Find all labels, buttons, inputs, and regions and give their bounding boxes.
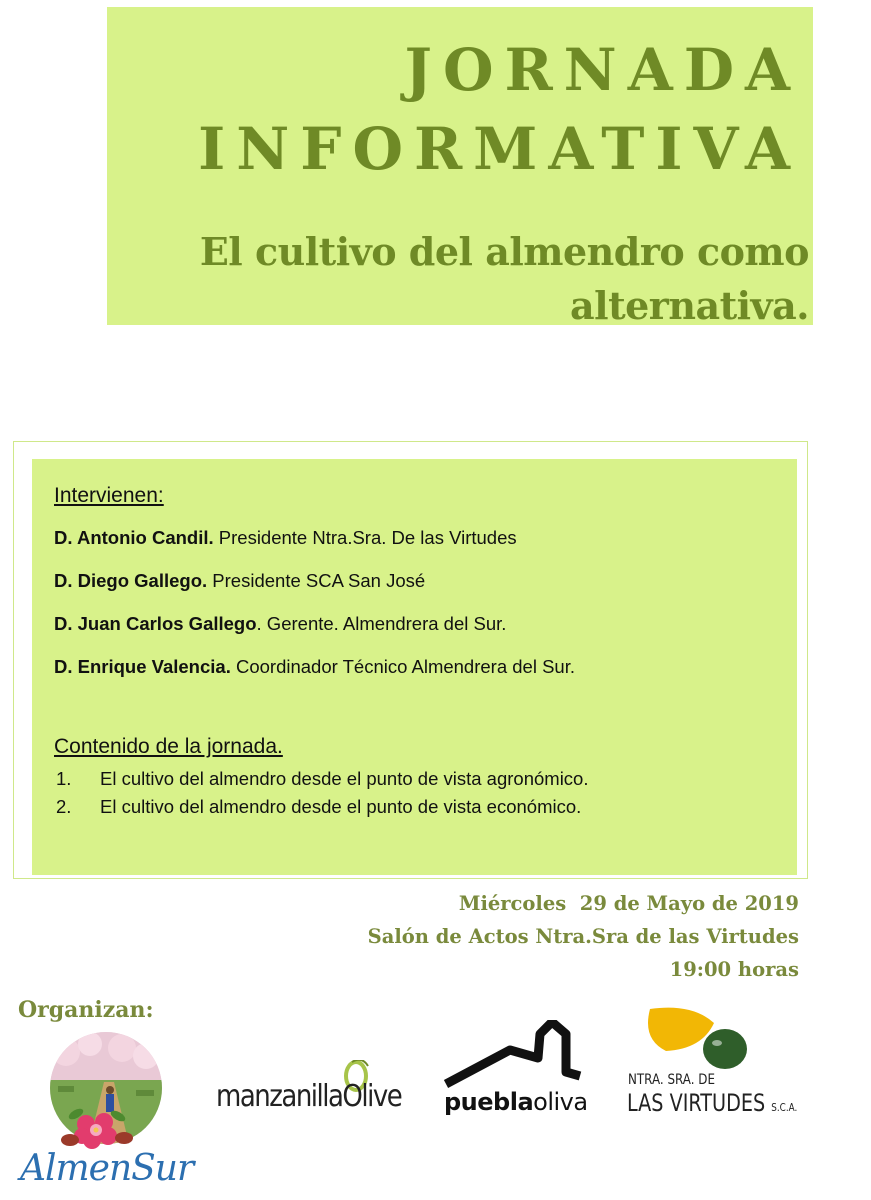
manzanilla-wordmark: manzanillaOlive — [216, 1079, 402, 1115]
title-banner — [107, 7, 813, 328]
almond-orchard-icon — [18, 1030, 198, 1155]
speakers-heading: Intervienen: — [54, 484, 164, 507]
speaker-name: D. Diego Gallego. — [54, 570, 208, 591]
almensur-logo — [18, 1030, 198, 1195]
olive-fruits-icon — [622, 1005, 802, 1075]
speaker-role: Presidente SCA San José — [207, 570, 426, 591]
content-heading: Contenido de la jornada. — [54, 735, 283, 758]
speaker-name: D. Juan Carlos Gallego — [54, 613, 257, 634]
event-details — [368, 887, 799, 986]
subtitle-line-2: alternativa. — [570, 283, 809, 328]
speaker-role: Coordinador Técnico Almendrera del Sur. — [230, 656, 575, 677]
virtudes-logo — [622, 1005, 802, 1123]
almensur-wordmark: AlmenSur — [20, 1148, 194, 1189]
manzanilla-olive-logo — [212, 1060, 417, 1120]
speaker-item — [54, 570, 425, 592]
speaker-item — [54, 527, 517, 549]
speaker-role: Presidente Ntra.Sra. De las Virtudes — [213, 527, 517, 548]
content-item — [56, 796, 581, 818]
content-item-number: 2. — [56, 796, 72, 817]
event-place: Salón de Actos Ntra.Sra de las Virtudes — [367, 925, 799, 948]
speaker-item — [54, 656, 575, 678]
speaker-name: D. Enrique Valencia. — [54, 656, 231, 677]
subtitle — [200, 225, 809, 333]
virtudes-line-1: NTRA. SRA. DE — [628, 1072, 715, 1088]
organizers-label: Organizan: — [18, 997, 154, 1023]
virtudes-line-2: LAS VIRTUDES S.C.A. — [627, 1089, 798, 1117]
content-item-text: El cultivo del almendro desde el punto de vista agronómico. — [100, 768, 589, 789]
event-time: 19:00 horas — [669, 958, 799, 981]
content-item-text: El cultivo del almendro desde el punto de vista económico. — [100, 796, 582, 817]
title-line-2: INFORMATIVA — [198, 115, 801, 183]
info-box — [32, 459, 797, 875]
pueblaoliva-wordmark: pueblaoliva — [444, 1088, 588, 1116]
church-silhouette-icon — [440, 1020, 590, 1092]
title-line-1: JORNADA — [404, 36, 801, 104]
pueblaoliva-logo — [440, 1020, 590, 1120]
speaker-name: D. Antonio Candil. — [54, 527, 214, 548]
subtitle-line-1: El cultivo del almendro como — [199, 229, 809, 274]
event-date: Miércoles 29 de Mayo de 2019 — [458, 892, 799, 915]
content-item-number: 1. — [56, 768, 72, 789]
content-item — [56, 768, 588, 790]
speaker-role: . Gerente. Almendrera del Sur. — [256, 613, 507, 634]
speaker-item — [54, 613, 506, 635]
